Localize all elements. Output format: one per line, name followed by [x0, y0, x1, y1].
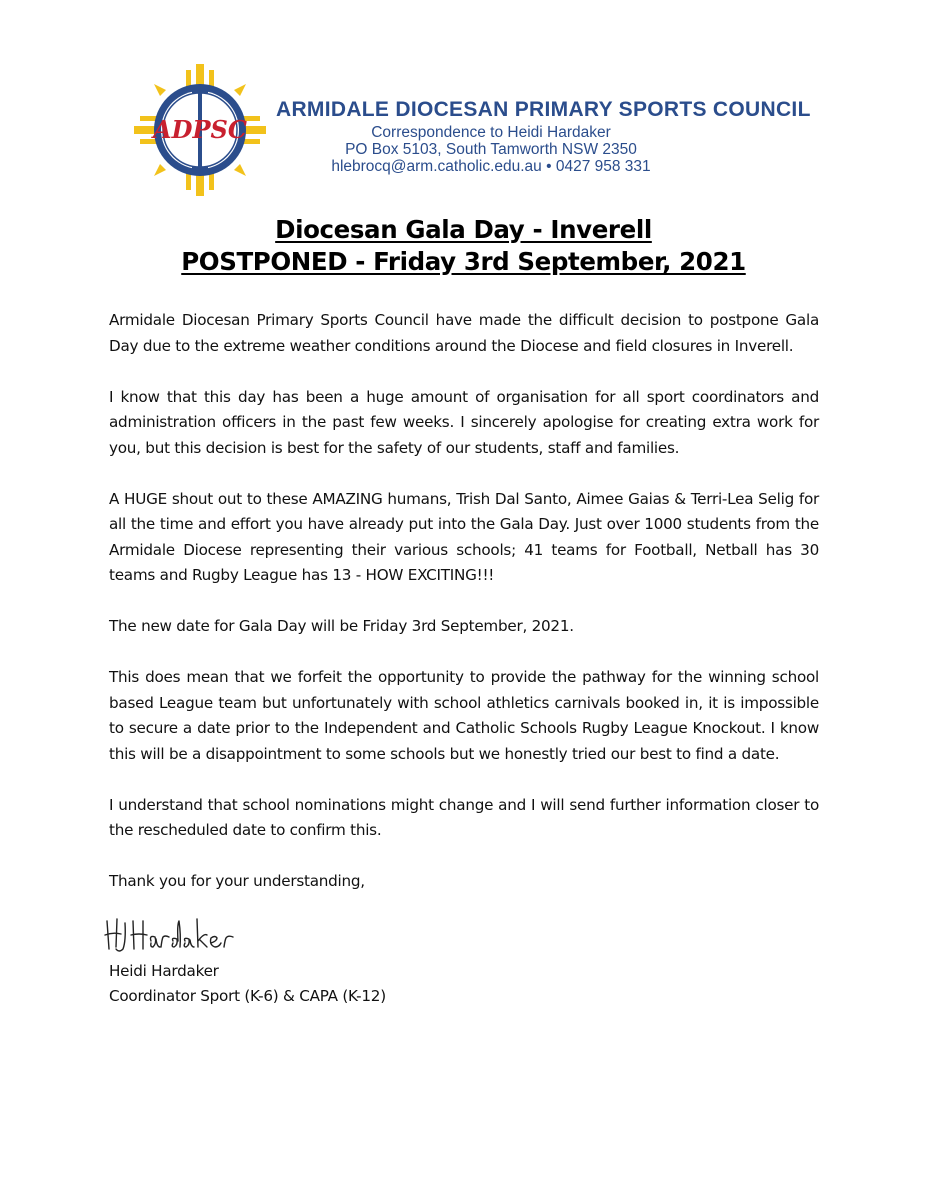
contact-block [276, 124, 706, 175]
org-name: ARMIDALE DIOCESAN PRIMARY SPORTS COUNCIL [276, 98, 811, 121]
letterhead [132, 62, 832, 202]
paragraph-nominations: I understand that school nominations might change and I will send further information closer to the rescheduled date to confirm this. [109, 795, 819, 839]
signatory-name: Heidi Hardaker [109, 961, 219, 980]
title-line-event: Diocesan Gala Day - Inverell [275, 215, 652, 244]
contact-line-address: PO Box 5103, South Tamworth NSW 2350 [345, 141, 637, 158]
paragraph-apology: I know that this day has been a huge amount of organisation for all sport coordinators and administration officers in the past few weeks. I sincerely apologise for creating extra work for you, but this decision is best for the safety of our students, staff and families. [109, 387, 819, 457]
title-line-postponed: POSTPONED - Friday 3rd September, 2021 [181, 247, 746, 276]
paragraph-decision: Armidale Diocesan Primary Sports Council have made the difficult decision to postpone Gala Day due to the extreme weather conditions around the Diocese and field closures in Inverell. [109, 311, 819, 355]
logo-monogram: ADPSC [153, 115, 247, 144]
signatory-title: Coordinator Sport (K-6) & CAPA (K-12) [109, 987, 386, 1005]
handwritten-signature [103, 913, 243, 955]
document-title [0, 214, 927, 278]
contact-line-correspondence: Correspondence to Heidi Hardaker [371, 124, 611, 141]
paragraph-shout-out: A HUGE shout out to these AMAZING humans, Trish Dal Santo, Aimee Gaias & Terri-Lea Selig for all the time and effort you have already put into the Gala Day. Just over 1000 students from the Armidale Diocese representing their various schools; 41 teams for Football, Netball has 30 teams and Rugby League has 13 - HOW EXCITING!!! [109, 489, 819, 584]
paragraph-new-date: The new date for Gala Day will be Friday 3rd September, 2021. [109, 617, 574, 635]
closing-line: Thank you for your understanding, [109, 872, 365, 890]
adpsc-logo [132, 62, 268, 198]
contact-line-email-phone: hlebrocq@arm.catholic.edu.au • 0427 958 331 [331, 158, 651, 175]
letter-body [109, 308, 819, 1010]
paragraph-forfeit: This does mean that we forfeit the opportunity to provide the pathway for the winning school based League team but unfortunately with school athletics carnivals booked in, it is impossible to secure a date prior to the Independent and Catholic Schools Rugby League Knockout. I know this will be a disappointment to some schools but we honestly tried our best to find a date. [109, 668, 819, 763]
